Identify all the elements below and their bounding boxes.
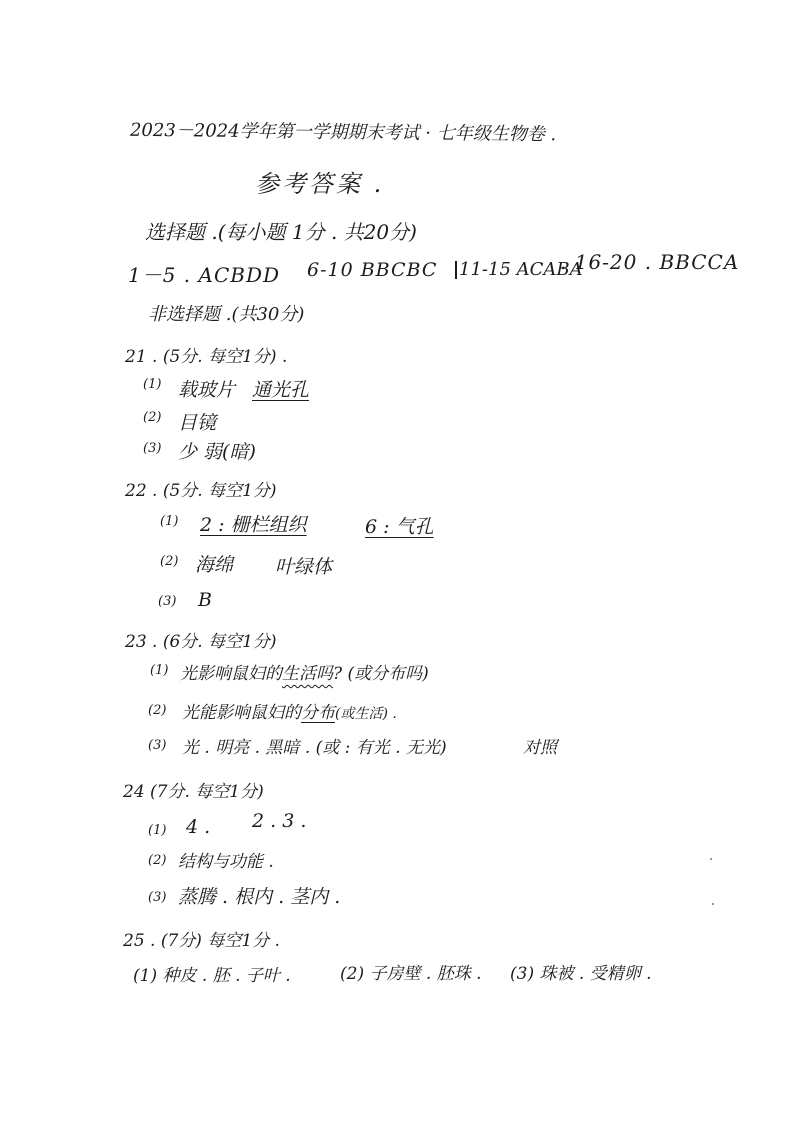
scan-speck (712, 903, 714, 905)
q24-answer2-text: 结构与功能 . (178, 852, 274, 872)
q23-answer2-post: (或生活) . (335, 706, 397, 722)
mc-answers-11-15: 11-15 ACABA (459, 259, 583, 280)
q21-answer2-number: (2) (143, 410, 162, 425)
q23-answer1-number: (1) (150, 663, 169, 678)
q23-answer1-pre: 光影响鼠妇的 (180, 664, 282, 684)
q23-answer2-number: (2) (148, 703, 167, 718)
q24-answer1-text: 4 . (186, 816, 211, 838)
q24-answer1-text2: 2 . 3 . (252, 810, 307, 832)
q24-header: 24 (7分. 每空1分) (123, 782, 264, 802)
q23-answer2-underlined: 分布 (301, 703, 335, 723)
document-title: 2023－2024学年第一学期期末考试 · 七年级生物卷 . (129, 119, 557, 146)
q21-answer1-number: (1) (143, 377, 162, 392)
q25-answer1: (1) 种皮 . 胚 . 子叶 . (133, 966, 291, 986)
q23-answer2-sentence (182, 698, 397, 723)
section2-heading: 非选择题 .(共30分) (148, 304, 305, 325)
q22-answer3-number: (3) (158, 594, 177, 609)
scan-speck (710, 858, 712, 860)
mc-answers-1-5: 1－5 . ACBDD (128, 263, 281, 287)
q23-answer1-wavy: 生活吗 (282, 664, 333, 684)
q21-header: 21 . (5分. 每空1分) . (125, 347, 288, 367)
q23-answer1-sentence (180, 659, 429, 684)
q22-answer1-number: (1) (160, 514, 179, 529)
q23-answer3-number: (3) (148, 738, 167, 753)
q21-answer3-number: (3) (143, 441, 162, 456)
mc-answers-16-20: . 16-20 . BBCCA (560, 250, 740, 274)
q22-answer1-text: 2 : 栅栏组织 (200, 514, 307, 536)
mc-answers-6-10: 6-10 BBCBC (307, 259, 438, 281)
document-subtitle: 参考答案 . (255, 170, 385, 198)
q24-answer2-number: (2) (148, 853, 167, 868)
q22-answer2-text: 海绵 (195, 554, 234, 576)
q24-answer3-number: (3) (148, 890, 167, 905)
q21-answer1-text: 载玻片 (178, 379, 236, 401)
q22-answer2-number: (2) (160, 554, 179, 569)
q23-answer2-pre: 光能影响鼠妇的 (182, 703, 301, 723)
q23-answer3-text: 光 . 明亮 . 黑暗 . (或 : 有光 . 无光) (182, 738, 447, 758)
q25-answer2: (2) 子房壁 . 胚珠 . (340, 964, 482, 984)
q24-answer1-number: (1) (148, 823, 167, 838)
q25-answer3: (3) 珠被 . 受精卵 . (510, 964, 652, 984)
section1-heading: 选择题 .(每小题 1分 . 共20分) (145, 220, 417, 244)
q22-header: 22 . (5分. 每空1分) (125, 481, 277, 501)
q22-answer3-text: B (198, 589, 212, 611)
q23-answer3-text2: 对照 (523, 738, 557, 758)
answer-tick-mark (455, 261, 457, 279)
q22-answer2-text2: 叶绿体 (275, 556, 333, 578)
q24-answer3-text: 蒸腾 . 根内 . 茎内 . (178, 886, 341, 908)
q23-answer1-post: ? (或分布吗) (333, 664, 429, 684)
q21-answer1-text2: 通光孔 (252, 379, 310, 401)
q23-header: 23 . (6分. 每空1分) (125, 632, 277, 652)
q21-answer3-text: 少 弱(暗) (178, 441, 256, 463)
q21-answer2-text: 目镜 (178, 412, 217, 434)
q25-header: 25 . (7分) 每空1分 . (123, 931, 280, 951)
q22-answer1-text2: 6 : 气孔 (365, 516, 434, 538)
